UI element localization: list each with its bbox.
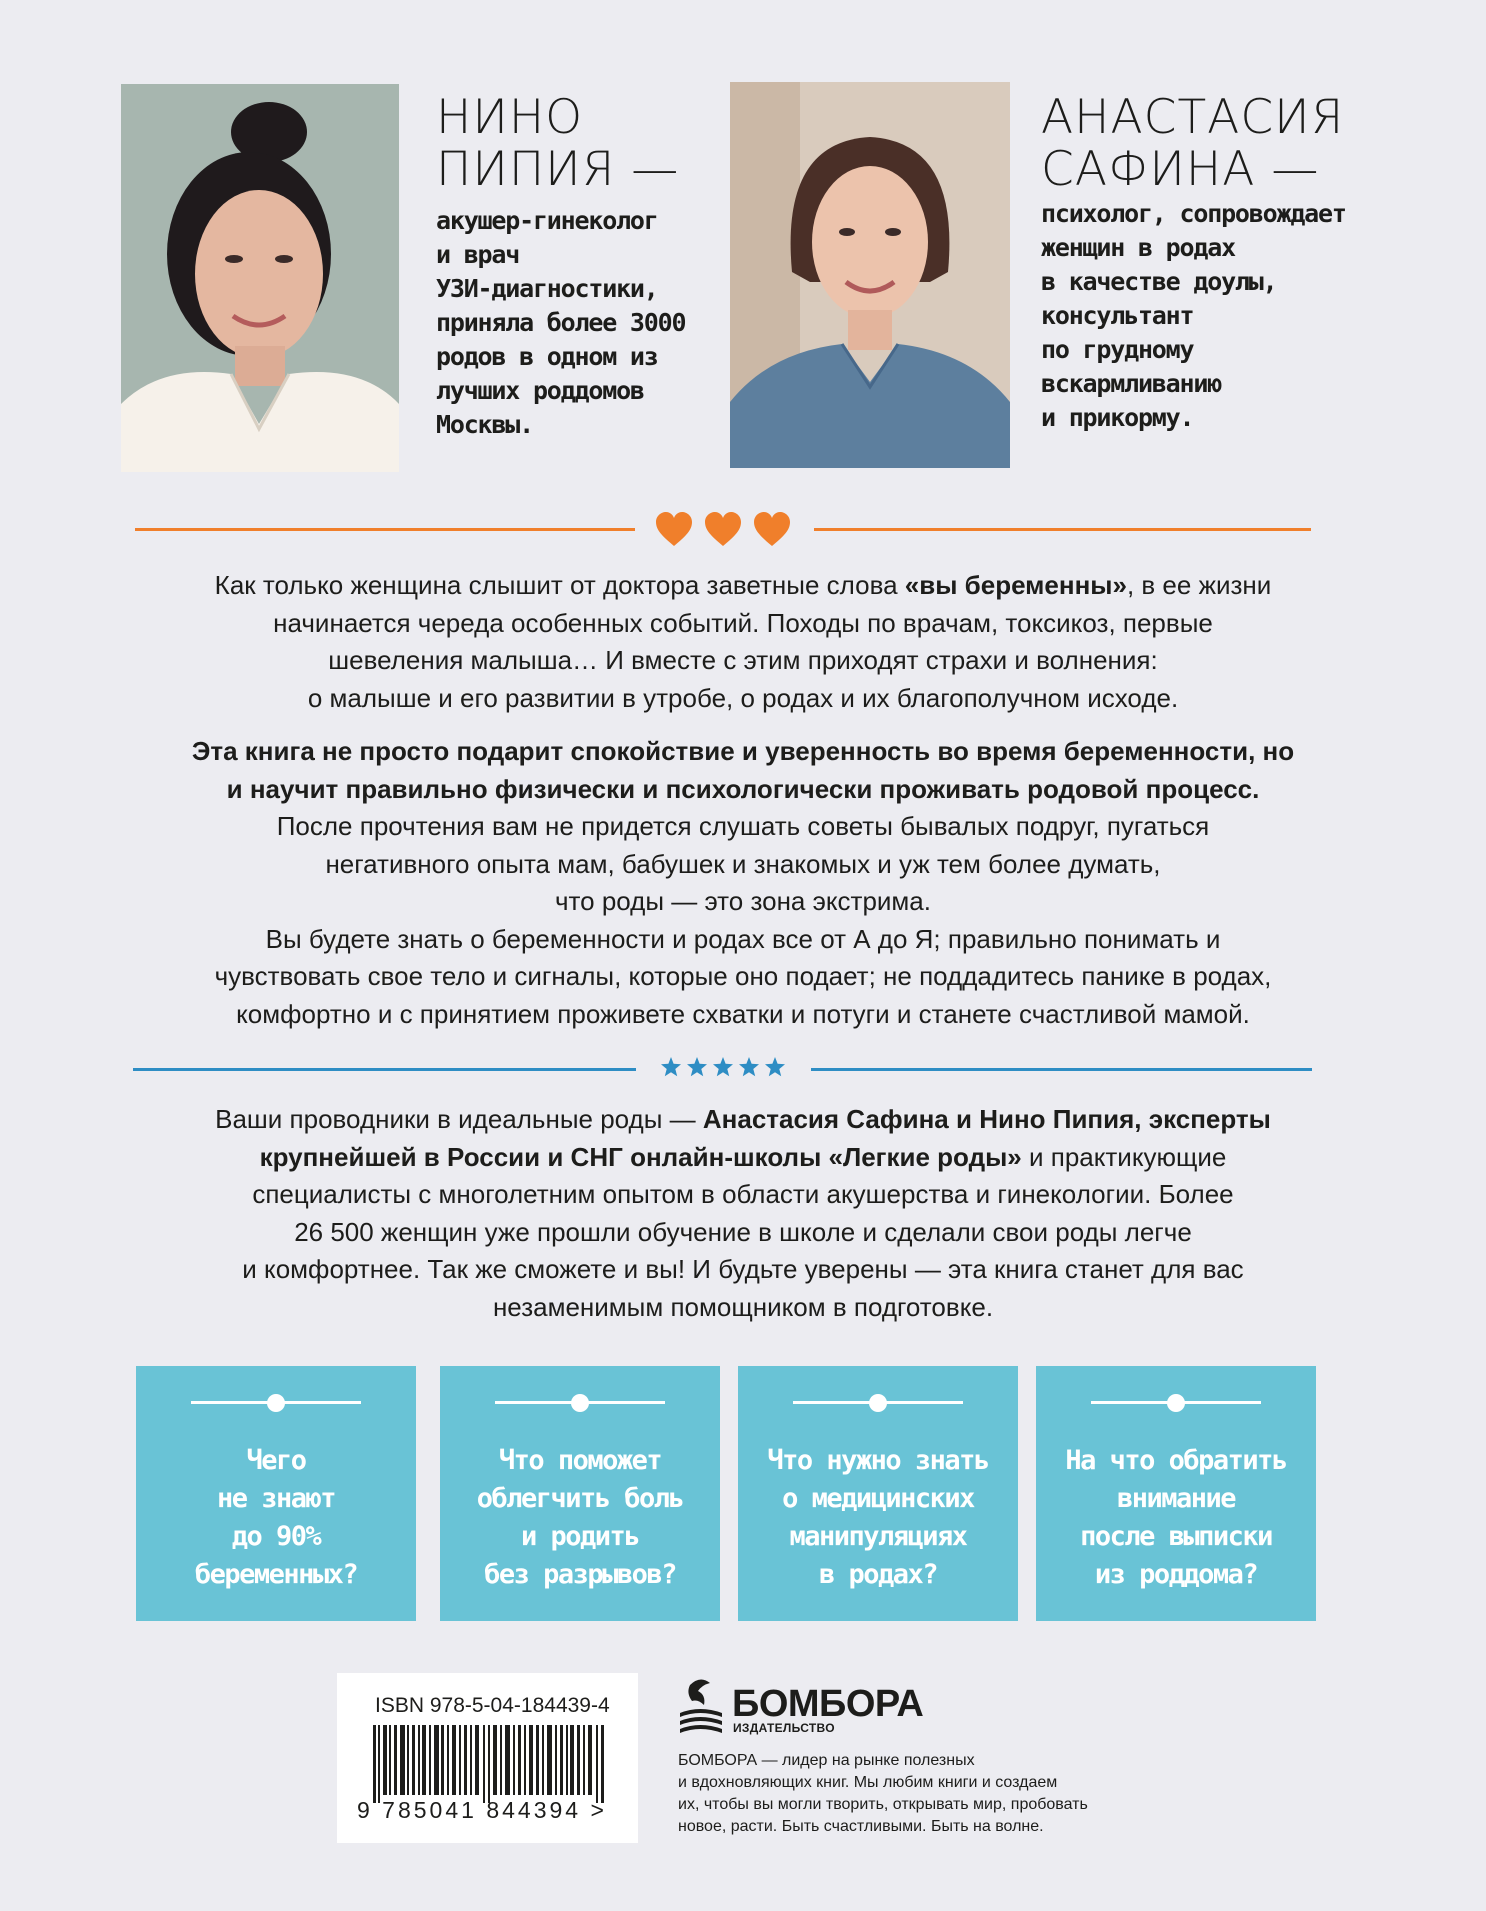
publisher-description-line: новое, расти. Быть счастливыми. Быть на волне.: [678, 1818, 1044, 1835]
card-question-line: и родить: [520, 1521, 640, 1552]
bold-phrase: Анастасия Сафина и Нино Пипия, эксперты: [702, 1104, 1271, 1134]
publisher-description-line: и вдохновляющих книг. Мы любим книги и создаем: [678, 1774, 1058, 1791]
publisher-subtitle: ИЗДАТЕЛЬСТВО: [733, 1721, 835, 1735]
card-question-line: не знают: [216, 1483, 336, 1514]
paragraph-line: комфортно и с принятием проживете схватки и потуги и станете счастливой мамой.: [236, 998, 1250, 1029]
paragraph-line: начинается череда особенных событий. Походы по врачам, токсикоз, первые: [273, 607, 1213, 638]
author-bio-line: и прикорму.: [1041, 403, 1194, 432]
author-bio-line: по грудному: [1041, 335, 1194, 364]
star-icon: [739, 1057, 759, 1077]
bold-phrase: Эта книга не просто подарит спокойствие и уверенность во время беременности, но: [191, 736, 1295, 766]
card-question-line: до 90%: [231, 1521, 321, 1552]
book-benefits-paragraph: [130, 733, 1356, 1033]
question-card-2: [440, 1366, 720, 1621]
author-name-line: НИНО: [436, 90, 584, 145]
card-rule: [495, 1401, 578, 1404]
author-bio-line: УЗИ-диагностики,: [436, 274, 658, 303]
star-icon: [713, 1057, 733, 1077]
author-bio-line: вскармливанию: [1041, 369, 1222, 398]
card-question: [1036, 1442, 1316, 1594]
paragraph-line: негативного опыта мам, бабушек и знакомых и уж тем более думать,: [325, 848, 1161, 879]
card-question-line: после выписки: [1080, 1521, 1272, 1552]
author-name-anastasia-safina: [1041, 92, 1344, 196]
author-name-nino-pipiya: [436, 92, 679, 196]
author-photo-anastasia-safina: [730, 82, 1010, 468]
card-rule: [1091, 1401, 1174, 1404]
paragraph-line: о малыше и его развитии в утробе, о родах и их благополучном исходе.: [307, 682, 1179, 713]
question-card-1: [136, 1366, 416, 1621]
card-question-line: без разрывов?: [484, 1559, 676, 1590]
author-bio-line: акушер-гинеколог: [436, 206, 658, 235]
card-question: [440, 1442, 720, 1594]
blue-divider-right: [811, 1068, 1312, 1071]
paragraph-line: шевеления малыша… И вместе с этим приходят страхи и волнения:: [328, 645, 1158, 675]
publisher-name: БОМБОРА: [732, 1683, 924, 1725]
card-question: [738, 1442, 1018, 1594]
card-question-line: Что нужно знать: [767, 1445, 989, 1476]
text-run: Ваши проводники в идеальные роды —: [215, 1104, 703, 1134]
card-question-line: внимание: [1116, 1483, 1236, 1514]
heart-icon: [655, 512, 693, 548]
card-question-line: в родах?: [818, 1559, 938, 1590]
paragraph-line: [130, 1101, 1356, 1139]
publisher-description-line: БОМБОРА — лидер на рынке полезных: [678, 1752, 975, 1769]
bombora-logo-icon: [676, 1675, 726, 1739]
paragraph-line: что роды — это зона экстрима.: [554, 886, 931, 916]
barcode-digits: 9 785041 844394 >: [357, 1797, 607, 1823]
text-run: , в ее жизни: [1126, 570, 1272, 600]
author-bio-anastasia-safina: [1041, 197, 1346, 435]
card-question-line: манипуляциях: [789, 1521, 967, 1552]
author-name-line: САФИНА —: [1041, 142, 1320, 197]
paragraph-line: специалисты с многолетним опытом в области акушерства и гинекологии. Более: [252, 1179, 1234, 1209]
author-bio-line: психолог, сопровождает: [1041, 199, 1346, 228]
author-bio-line: и врач: [436, 240, 520, 269]
paragraph-line: Вы будете знать о беременности и родах все от А до Я; правильно понимать и: [265, 923, 1221, 954]
card-rule: [880, 1401, 963, 1404]
author-name-line: ПИПИЯ —: [436, 142, 680, 197]
author-photo-nino-pipiya: [121, 84, 399, 472]
paragraph-line: [130, 771, 1356, 809]
question-card-4: [1036, 1366, 1316, 1621]
text-run: Как только женщина слышит от доктора заветные слова: [214, 570, 905, 600]
card-question: [136, 1442, 416, 1594]
author-bio-line: консультант: [1041, 301, 1194, 330]
star-icon: [661, 1057, 681, 1077]
card-question-line: облегчить боль: [476, 1483, 684, 1514]
card-rule: [191, 1401, 274, 1404]
bold-phrase: и научит правильно физически и психологически проживать родовой процесс.: [226, 773, 1260, 804]
orange-divider-left: [135, 528, 635, 531]
publisher-description-line: их, чтобы вы могли творить, открывать мир, пробовать: [678, 1796, 1088, 1813]
paragraph-line: и комфортнее. Так же сможете и вы! И будьте уверены — эта книга станет для вас: [242, 1254, 1244, 1284]
heart-icon: [704, 512, 742, 548]
card-question-line: Чего: [246, 1445, 306, 1476]
card-rule: [582, 1401, 665, 1404]
star-icon: [765, 1057, 785, 1077]
publisher-description: [678, 1750, 1088, 1838]
paragraph-line: 26 500 женщин уже прошли обучение в школе и сделали свои роды легче: [294, 1216, 1192, 1247]
barcode-icon: [373, 1725, 605, 1803]
author-name-line: АНАСТАСИЯ: [1041, 90, 1345, 145]
paragraph-line: чувствовать свое тело и сигналы, которые оно подает; не поддадитесь панике в родах,: [214, 961, 1272, 991]
author-bio-line: в качестве доулы,: [1041, 267, 1277, 296]
card-rule: [1178, 1401, 1261, 1404]
authors-intro-paragraph: [130, 1101, 1356, 1326]
paragraph-line: [130, 1139, 1356, 1177]
author-bio-line: родов в одном из: [436, 342, 658, 371]
isbn-label: ISBN 978-5-04-184439-4: [375, 1694, 610, 1717]
card-question-line: о медицинских: [782, 1483, 974, 1514]
paragraph-line: незаменимым помощником в подготовке.: [492, 1291, 994, 1322]
stars-row: [661, 1057, 787, 1081]
star-icon: [687, 1057, 707, 1077]
heart-icon: [753, 512, 791, 548]
paragraph-line: После прочтения вам не придется слушать советы бывалых подруг, пугаться: [276, 811, 1210, 841]
question-card-3: [738, 1366, 1018, 1621]
card-question-line: Что поможет: [498, 1445, 662, 1476]
bold-phrase: «вы беременны»: [904, 570, 1127, 600]
isbn-barcode-box: [337, 1673, 638, 1843]
bold-phrase: крупнейшей в России и СНГ онлайн-школы «Легкие роды»: [259, 1141, 1022, 1172]
card-rule: [793, 1401, 876, 1404]
paragraph-line: [130, 733, 1356, 771]
card-question-line: из роддома?: [1094, 1559, 1258, 1590]
text-run: и практикующие: [1021, 1141, 1227, 1172]
author-bio-nino-pipiya: [436, 204, 685, 442]
intro-paragraph: [130, 567, 1356, 717]
orange-divider-right: [814, 528, 1311, 531]
author-bio-line: Москвы.: [436, 410, 533, 439]
author-bio-line: женщин в родах: [1041, 233, 1235, 262]
author-bio-line: приняла более 3000: [436, 308, 686, 337]
card-question-line: беременных?: [194, 1559, 358, 1590]
card-rule: [278, 1401, 361, 1404]
author-bio-line: лучших роддомов: [436, 376, 644, 405]
paragraph-line: [130, 567, 1356, 605]
card-question-line: На что обратить: [1065, 1445, 1287, 1476]
blue-divider-left: [133, 1068, 636, 1071]
